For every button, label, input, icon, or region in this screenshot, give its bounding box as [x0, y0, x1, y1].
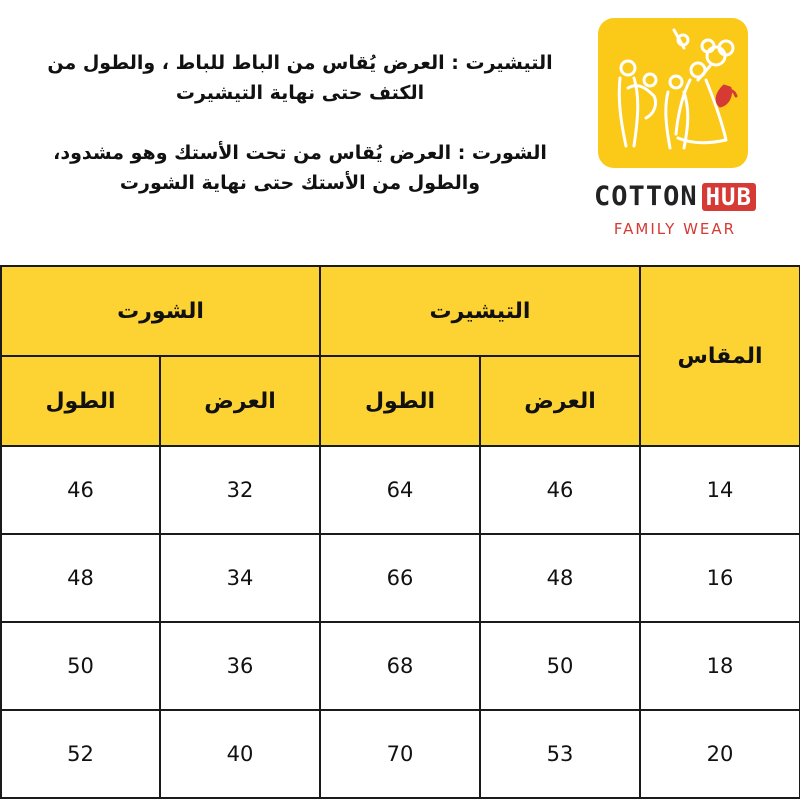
shorts-length-cell: 48	[1, 534, 160, 622]
shorts-header: الشورت	[1, 266, 320, 356]
table-row	[1, 446, 800, 534]
shorts-width-cell: 34	[160, 534, 320, 622]
shorts-width-header: العرض	[160, 356, 320, 446]
brand-name-accent: HUB	[702, 183, 756, 211]
tshirt-width-cell: 48	[480, 534, 640, 622]
shorts-note-line-1: الشورت : العرض يُقاس من تحت الأستك وهو مشدود،	[53, 142, 547, 164]
shorts-length-cell: 46	[1, 446, 160, 534]
tshirt-length-cell: 70	[320, 710, 480, 798]
table-row	[1, 534, 800, 622]
shorts-length-cell: 50	[1, 622, 160, 710]
shorts-width-cell: 32	[160, 446, 320, 534]
tshirt-width-cell: 50	[480, 622, 640, 710]
size-cell: 20	[640, 710, 800, 798]
shorts-note-line-2: والطول من الأستك حتى نهاية الشورت	[119, 172, 481, 194]
tshirt-header: التيشيرت	[320, 266, 640, 356]
size-cell: 14	[640, 446, 800, 534]
table-row	[1, 622, 800, 710]
measurement-notes	[20, 48, 580, 198]
brand-logo	[590, 18, 760, 243]
shorts-length-cell: 52	[1, 710, 160, 798]
brand-name-main: COTTON	[594, 181, 698, 212]
tshirt-length-header: الطول	[320, 356, 480, 446]
tshirt-width-cell: 53	[480, 710, 640, 798]
family-cotton-icon	[598, 18, 748, 168]
brand-name	[590, 181, 760, 212]
size-cell: 18	[640, 622, 800, 710]
tshirt-length-cell: 64	[320, 446, 480, 534]
shorts-width-cell: 40	[160, 710, 320, 798]
tshirt-width-cell: 46	[480, 446, 640, 534]
tshirt-length-cell: 66	[320, 534, 480, 622]
brand-tagline: FAMILY WEAR	[613, 220, 737, 238]
size-chart-table	[0, 265, 800, 799]
shorts-length-header: الطول	[1, 356, 160, 446]
table-row	[1, 710, 800, 798]
shorts-width-cell: 36	[160, 622, 320, 710]
tshirt-width-header: العرض	[480, 356, 640, 446]
tshirt-note-line-1: التيشيرت : العرض يُقاس من الباط للباط ، والطول من	[47, 52, 553, 74]
size-cell: 16	[640, 534, 800, 622]
tshirt-length-cell: 68	[320, 622, 480, 710]
tshirt-note-line-2: الكتف حتى نهاية التيشيرت	[175, 82, 425, 104]
size-header: المقاس	[640, 266, 800, 446]
